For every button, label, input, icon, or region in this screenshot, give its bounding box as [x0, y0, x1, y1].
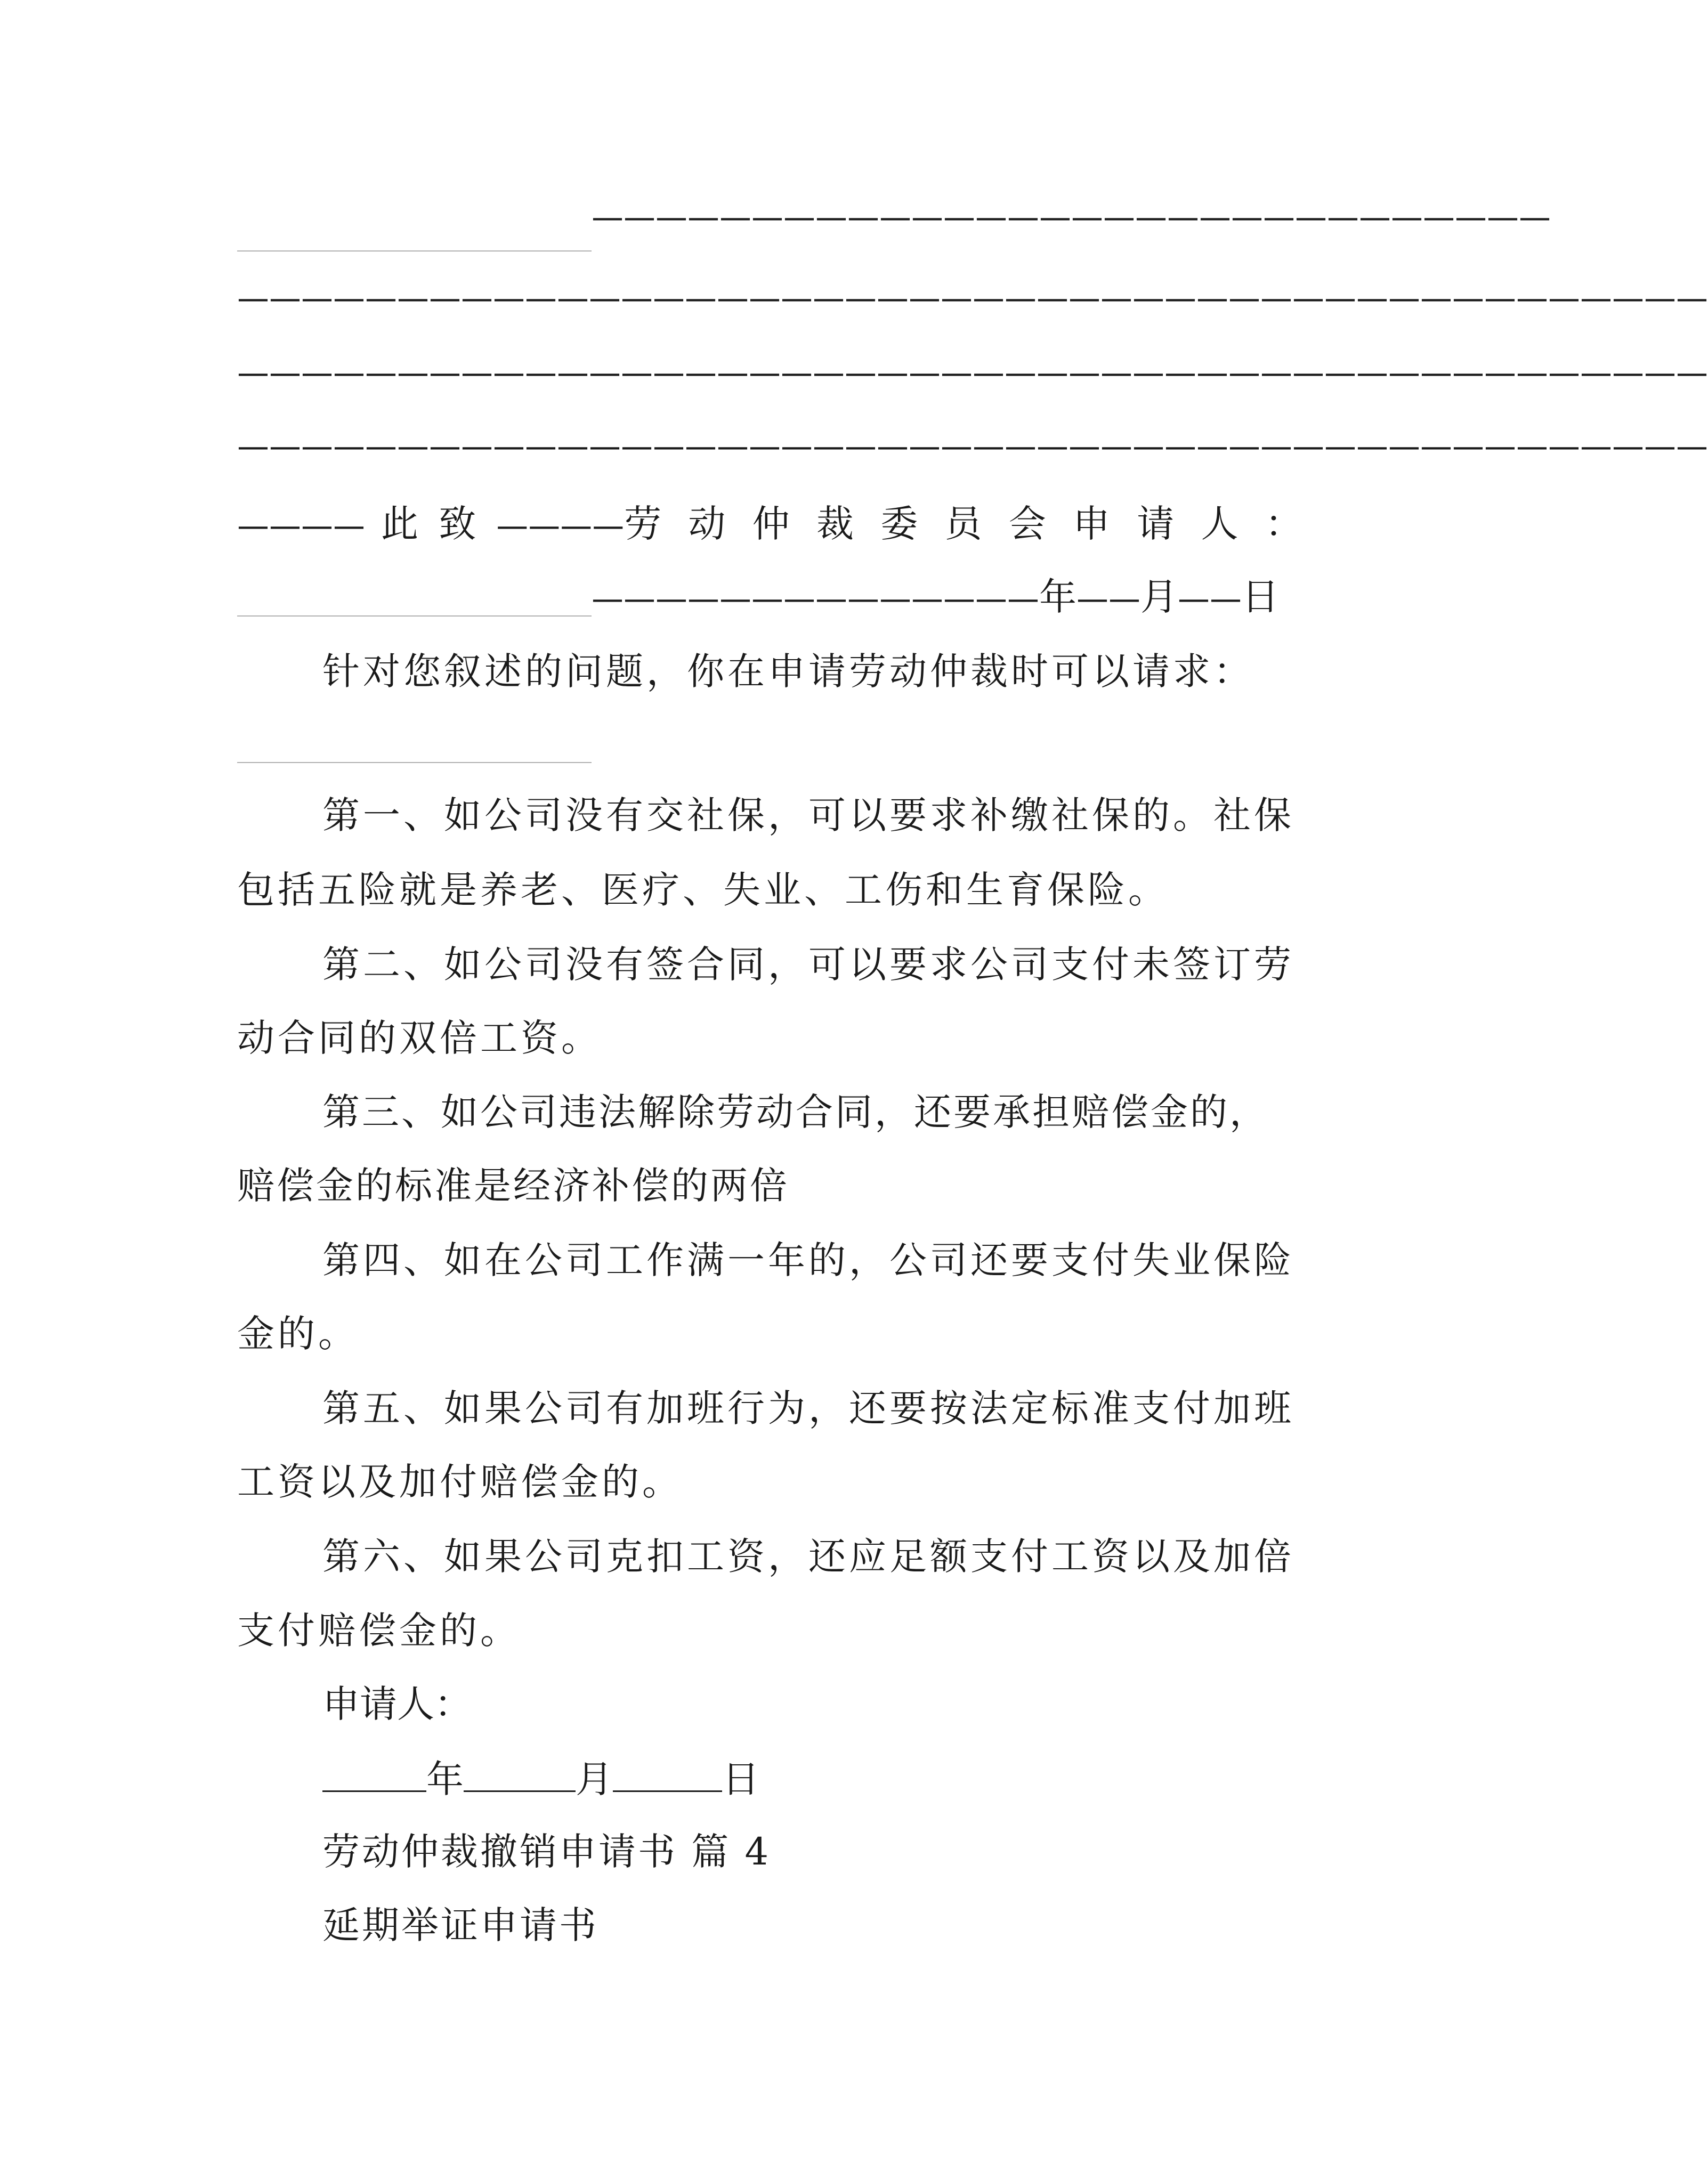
year-blank: [322, 1758, 426, 1792]
divider: [237, 250, 592, 252]
month-blank: [464, 1758, 576, 1792]
intro-text: 针对您叙述的问题，你在申请劳动仲裁时可以请求：: [322, 650, 1254, 693]
divider: [237, 762, 592, 763]
item-6-line-2: 支付赔偿金的。: [237, 1609, 521, 1652]
item-5-line-1: 第五、如果公司有加班行为，还要按法定标准支付加班: [322, 1387, 1294, 1430]
form-line-4: ——————————————————————————————————————————————: [237, 428, 1708, 465]
item-2-line-2: 动合同的双倍工资。: [237, 1016, 602, 1060]
date-month: 月: [1140, 575, 1178, 619]
closing-dash-1: ————: [237, 507, 365, 545]
closing-dash-2: ————: [496, 507, 625, 545]
sig-month: 月: [576, 1757, 613, 1801]
item-3-line-2: 赔偿金的标准是经济补偿的两倍: [237, 1164, 789, 1207]
applicant-label: 申请人：: [322, 1682, 472, 1726]
closing-line: [237, 502, 1310, 546]
next-heading: 劳动仲裁撤销申请书 篇 4: [322, 1830, 771, 1874]
sig-year: 年: [426, 1757, 464, 1801]
form-line-3: ——————————————————————————————————————————————: [237, 354, 1708, 392]
day-blank: [613, 1758, 722, 1792]
item-5-line-2: 工资以及加付赔偿金的。: [237, 1460, 683, 1504]
closing-committee: 劳 动 仲 裁 委 员 会 申 请 人 ：: [624, 502, 1310, 546]
form-line-2: ——————————————————————————————————————————————: [237, 280, 1708, 317]
signature-date: [322, 1757, 759, 1801]
day-dash: ——: [1178, 580, 1242, 618]
item-4-line-2: 金的。: [237, 1312, 359, 1356]
form-date-line: [592, 575, 1279, 619]
closing-cizhi: 此 致: [381, 502, 481, 546]
item-1-line-2: 包括五险就是养老、医疗、失业、工伤和生育保险。: [237, 868, 1169, 912]
date-year: 年: [1039, 575, 1076, 619]
item-6-line-1: 第六、如果公司克扣工资，还应足额支付工资以及加倍: [322, 1535, 1294, 1578]
form-line-1: ——————————————————————————————: [592, 199, 1551, 236]
divider: [237, 615, 592, 617]
next-subheading: 延期举证申请书: [322, 1903, 598, 1947]
sig-day: 日: [722, 1757, 759, 1801]
item-2-line-1: 第二、如公司没有签合同，可以要求公司支付未签订劳: [322, 943, 1294, 986]
date-dash: ——————————————: [592, 580, 1039, 618]
item-4-line-1: 第四、如在公司工作满一年的，公司还要支付失业保险: [322, 1238, 1294, 1282]
date-day: 日: [1242, 575, 1279, 619]
month-dash: ——: [1076, 580, 1140, 618]
item-1-line-1: 第一、如公司没有交社保，可以要求补缴社保的。社保: [322, 793, 1294, 837]
item-3-line-1: 第三、如公司违法解除劳动合同，还要承担赔偿金的，: [322, 1090, 1269, 1134]
